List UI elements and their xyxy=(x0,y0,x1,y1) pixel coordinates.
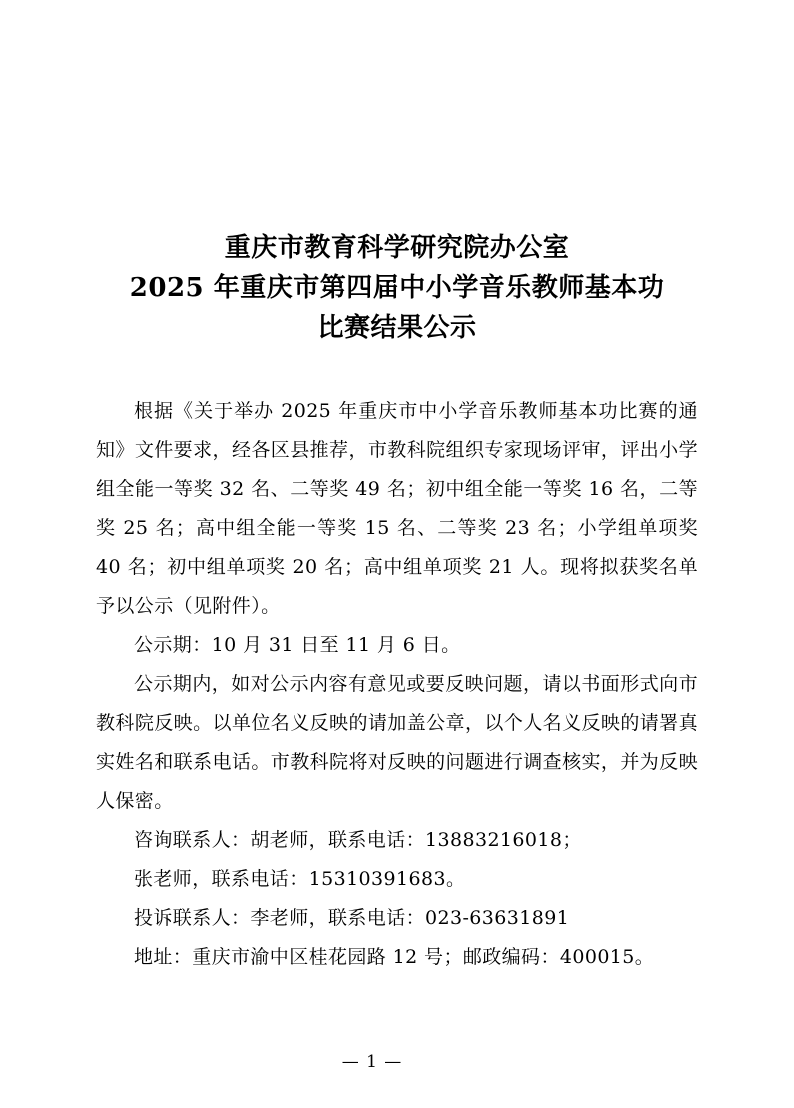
title-line-3: 比赛结果公示 xyxy=(317,313,477,343)
contact-address-line: 地址：重庆市渝中区桂花园路 12 号；邮政编码：400015。 xyxy=(134,946,655,968)
title-line-2: 2025 年重庆市第四届中小学音乐教师基本功 xyxy=(129,273,665,303)
page-number: — 1 — xyxy=(341,1052,403,1072)
page-footer xyxy=(0,1052,794,1072)
title-line-1: 重庆市教育科学研究院办公室 xyxy=(224,233,570,263)
contact-consult-line-1: 咨询联系人：胡老师，联系电话：13883216018； xyxy=(134,829,582,851)
paragraph-publicity-period: 公示期：10 月 31 日至 11 月 6 日。 xyxy=(134,634,461,656)
document-title xyxy=(96,228,698,348)
paragraph-background: 根据《关于举办 2025 年重庆市中小学音乐教师基本功比赛的通知》文件要求，经各区县推荐，市教科院组织专家现场评审，评出小学组全能一等奖 32 名、二等奖 49 名；初中组全能一等奖 16 名，二等奖 25 名；高中组全能一等奖 15 名、二等奖 23 名；小学组单项奖 40 名；初中组单项奖 20 名；高中组单项奖 21 人。现将拟获奖名单予以公示（见附件）。 xyxy=(96,400,698,617)
document-body xyxy=(96,392,698,977)
contact-complaint-line: 投诉联系人：李老师，联系电话：023-63631891 xyxy=(134,907,570,929)
paragraph-feedback: 公示期内，如对公示内容有意见或要反映问题，请以书面形式向市教科院反映。以单位名义反映的请加盖公章，以个人名义反映的请署真实姓名和联系电话。市教科院将对反映的问题进行调查核实，并为反映人保密。 xyxy=(96,673,698,812)
contact-consult-line-2: 张老师，联系电话：15310391683。 xyxy=(134,868,466,890)
